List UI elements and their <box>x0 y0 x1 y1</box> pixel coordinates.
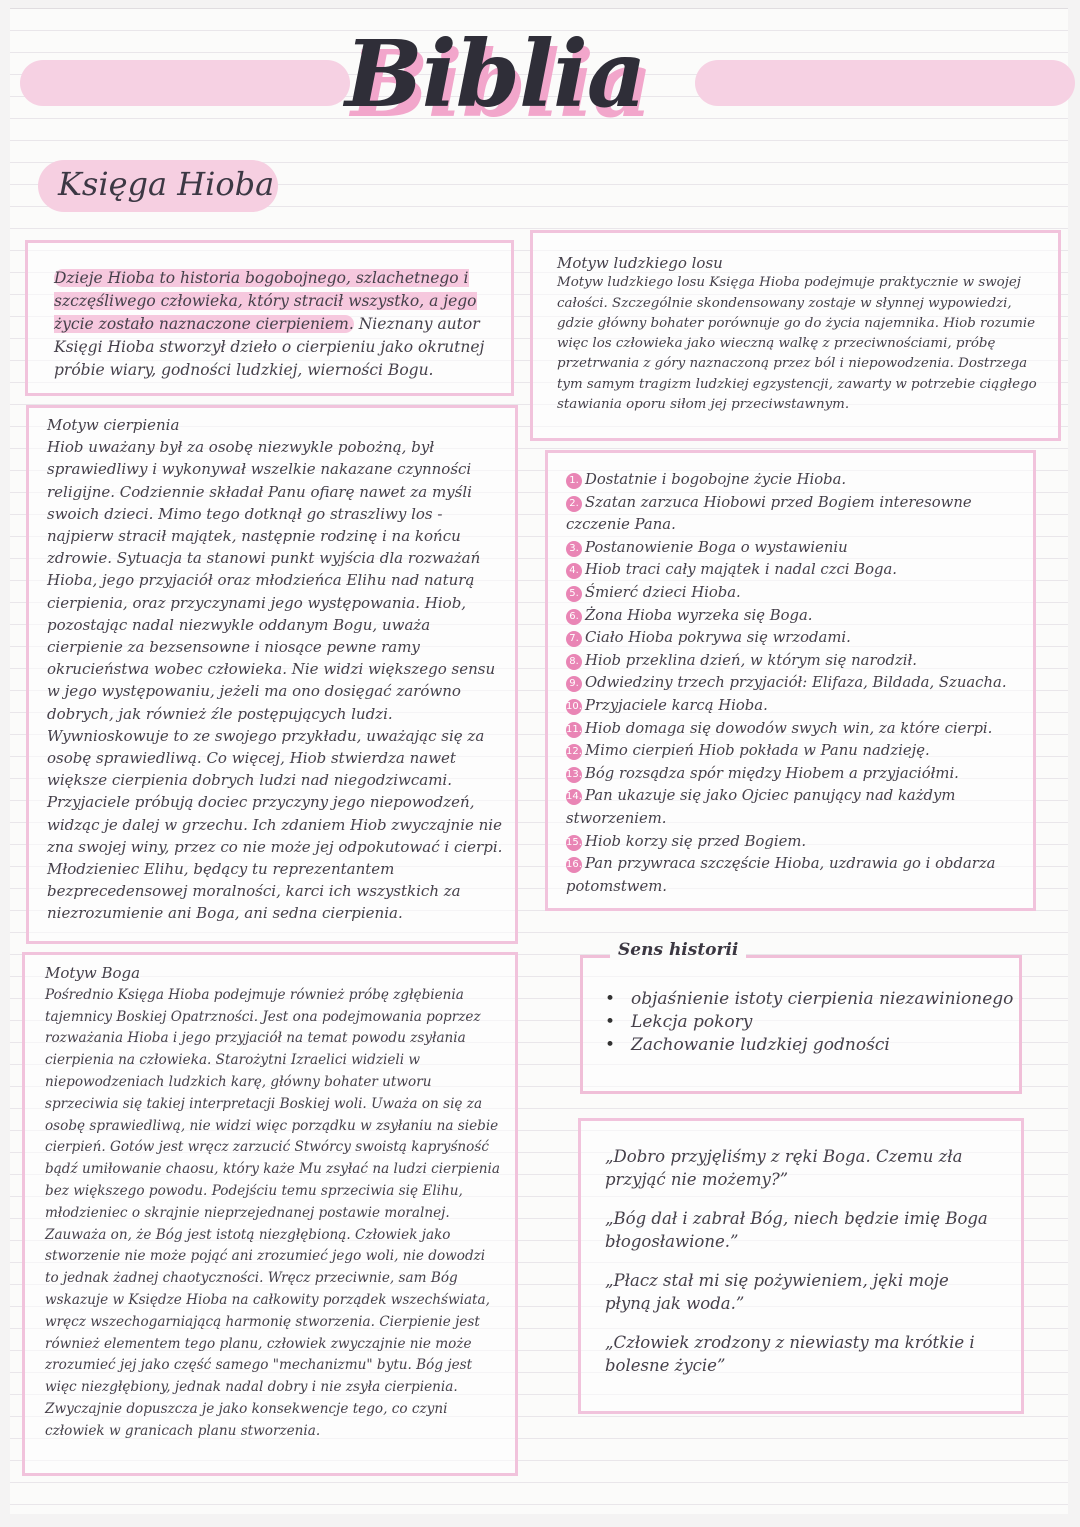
list-item: • objaśnienie istoty cierpienia niezawinionego <box>605 988 1013 1011</box>
list-item: 5. Śmierć dzieci Hioba. <box>566 582 1019 605</box>
plot-number: 10. <box>566 699 582 715</box>
quotes-box <box>578 1118 1024 1414</box>
list-item: 14. Pan ukazuje się jako Ojciec panujący nad każdym stworzeniem. <box>566 787 956 827</box>
intro-rest: Nieznany autor Księgi Hioba stworzył dzieło o cierpieniu jako okrutnej próbie wiary, godności ludzkiej, wierności Bogu. <box>54 315 485 379</box>
fate-motif-box <box>530 230 1061 441</box>
list-item: 2. Szatan zarzuca Hiobowi przed Bogiem interesowne czczenie Pana. <box>566 493 972 534</box>
fate-heading: Motyw ludzkiego losu <box>557 254 723 272</box>
plot-number: 11. <box>566 722 582 738</box>
list-item: 3. Postanowienie Boga o wystawieniu <box>566 537 1019 560</box>
suffering-motif-box <box>26 405 518 944</box>
list-item: 6. Żona Hioba wyrzeka się Boga. <box>566 605 1019 628</box>
list-item: 7. Ciało Hioba pokrywa się wrzodami. <box>566 627 1019 650</box>
plot-list-box <box>545 450 1036 911</box>
meaning-title: Sens historii <box>610 940 746 960</box>
plot-number: 3. <box>566 541 582 557</box>
list-item: 13. Bóg rozsądza spór między Hiobem a przyjaciółmi. <box>566 764 959 782</box>
plot-number: 9. <box>566 676 582 692</box>
quote: „Człowiek zrodzony z niewiasty ma krótkie i bolesne życie” <box>605 1333 975 1375</box>
suffering-heading: Motyw cierpienia <box>47 416 180 434</box>
plot-number: 14. <box>566 789 582 805</box>
list-item: 16. Pan przywraca szczęście Hioba, uzdrawia go i obdarza potomstwem. <box>566 855 996 895</box>
plot-number: 6. <box>566 609 582 625</box>
plot-number: 1. <box>566 473 582 489</box>
list-item: 10. Przyjaciele karcą Hioba. <box>566 696 768 714</box>
plot-number: 5. <box>566 586 582 602</box>
list-item: 4. Hiob traci cały majątek i nadal czci Boga. <box>566 559 1019 582</box>
suffering-body: Hiob uważany był za osobę niezwykle pobożną, był sprawiedliwy i wykonywał wszelkie nakazane czynności religijne. Codziennie składał Panu ofiarę nawet za myśli swoich dzieci. Mimo tego dotknął go straszliwy los - najpierw stracił majątek, następnie rodzinę i na końcu zdrowie. Sytuacja ta stanowi punkt wyjścia dla rozważań Hioba, jego przyjaciół oraz młodzieńca Elihu nad naturą cierpienia, oraz przyczynami jego występowania. Hiob, pozostając nadal niezwykle oddanym Bogu, uważa cierpienie za bezsensowne i niosące pewne ramy okrucieństwa wobec człowieka. Nie widzi większego sensu w jego występowaniu, jeżeli ma ono dosięgać zarówno dobrych, jak również źle postępujących ludzi. Wywnioskowuje to ze swojego przykładu, uważając się za osobę sprawiedliwą. Co więcej, Hiob stwierdza nawet większe cierpienia dobrych ludzi nad niegodziwcami. Przyjaciele próbują dociec przyczyny jego niepowodzeń, widząc je dalej w grzechu. Ich zdaniem Hiob zwyczajnie nie zna swojej winy, przez co nie może jej odpokutować i cierpi. Młodzieniec Elihu, będący tu reprezentantem bezprecedensowej moralności, karci ich wszystkich za niezrozumienie ani Boga, ani sedna cierpienia. <box>47 438 503 923</box>
list-item: • Zachowanie ludzkiej godności <box>605 1034 1013 1057</box>
header-bar-right <box>695 60 1075 106</box>
plot-number: 16. <box>566 857 582 873</box>
plot-number: 8. <box>566 654 582 670</box>
list-item: 15. Hiob korzy się przed Bogiem. <box>566 832 807 850</box>
plot-list <box>566 469 1019 898</box>
plot-number: 7. <box>566 631 582 647</box>
quote: „Bóg dał i zabrał Bóg, niech będzie imię Boga błogosławione.” <box>605 1209 988 1251</box>
intro-text <box>54 267 493 382</box>
plot-number: 12. <box>566 744 582 760</box>
list-item: 11. Hiob domaga się dowodów swych win, za które cierpi. <box>566 719 993 737</box>
header-bar-left <box>20 60 350 106</box>
list-item: 12. Mimo cierpień Hiob pokłada w Panu nadzieję. <box>566 742 930 760</box>
intro-box <box>25 240 514 396</box>
plot-number: 4. <box>566 563 582 579</box>
section-subtitle: Księga Hioba <box>58 165 275 203</box>
god-body: Pośrednio Księga Hioba podejmuje również próbę zgłębienia tajemnicy Boskiej Opatrzności. Jest ona podejmowania poprzez rozważania Hioba i jego przyjaciół na temat powodu zsyłania cierpienia na człowieka. Starożytni Izraelici widzieli w niepowodzeniach ludzkich karę, główny bohater utworu sprzeciwia się takiej interpretacji Boskiej woli. Uważa on się za osobę sprawiedliwą, nie widzi więc porządku w zsyłaniu na siebie cierpień. Gotów jest wręcz zarzucić Stwórcy swoistą kapryśność bądź umiłowanie chaosu, który każe Mu zsyłać na ludzi cierpienia bez większego powodu. Podejściu temu sprzeciwia się Elihu, młodzieniec o skrajnie nieprzejednanej postawie moralnej. Zauważa on, że Bóg jest istotą niezgłębioną. Człowiek jako stworzenie nie może pojąć ani zrozumieć jego woli, nie dowodzi to jednak żadnej chaotyczności. Wręcz przeciwnie, sam Bóg wskazuje w Księdze Hioba na całkowity porządek wszechświata, wręcz wszechogarniającą harmonię stworzenia. Cierpienie jest również elementem tego planu, człowiek zwyczajnie nie może zrozumieć jej jako część samego "mechanizmu" bytu. Bóg jest więc niezgłębiony, jednak nadal dobry i nie zsyła cierpienia. Zwyczajnie dopuszcza je jako konsekwencje tego, co czyni człowiek w granicach planu stworzenia. <box>45 986 500 1439</box>
list-item: 9. Odwiedziny trzech przyjaciół: Elifaza, Bildada, Szuacha. <box>566 672 1019 695</box>
plot-number: 2. <box>566 496 582 512</box>
fate-body: Motyw ludzkiego losu Księga Hioba podejmuje praktycznie w swojej całości. Szczególnie skondensowany zostaje w słynnej wypowiedzi, gdzie główny bohater porównuje go do życia najemnika. Hiob rozumie więc los człowieka jako wieczną walkę z przeciwnościami, próbę przetrwania z góry naznaczoną przez ból i niepowodzenia. Dostrzega tym samym tragizm ludzkiej egzystencji, zawarty w potrzebie ciągłego stawiania oporu siłom jej przeciwstawnym. <box>557 275 1037 413</box>
intro-highlighted: Dzieje Hioba to historia bogobojnego, szlachetnego i szczęśliwego człowieka, który stracił wszystko, a jego życie zostało naznaczone cierpieniem. <box>54 269 477 333</box>
list-item: • Lekcja pokory <box>605 1011 1013 1034</box>
list-item: 1. Dostatnie i bogobojne życie Hioba. <box>566 469 1019 492</box>
quote: „Płacz stał mi się pożywieniem, jęki moje płyną jak woda.” <box>605 1271 949 1313</box>
page-title: Biblia <box>345 20 646 128</box>
plot-number: 15. <box>566 835 582 851</box>
god-heading: Motyw Boga <box>45 964 141 982</box>
quote: „Dobro przyjęliśmy z ręki Boga. Czemu zła przyjąć nie możemy?” <box>605 1147 963 1189</box>
meaning-box <box>580 955 1022 1094</box>
plot-number: 13. <box>566 767 582 783</box>
meaning-list <box>605 988 1013 1057</box>
list-item: 8. Hiob przeklina dzień, w którym się narodził. <box>566 650 1019 673</box>
god-motif-box <box>22 952 518 1476</box>
